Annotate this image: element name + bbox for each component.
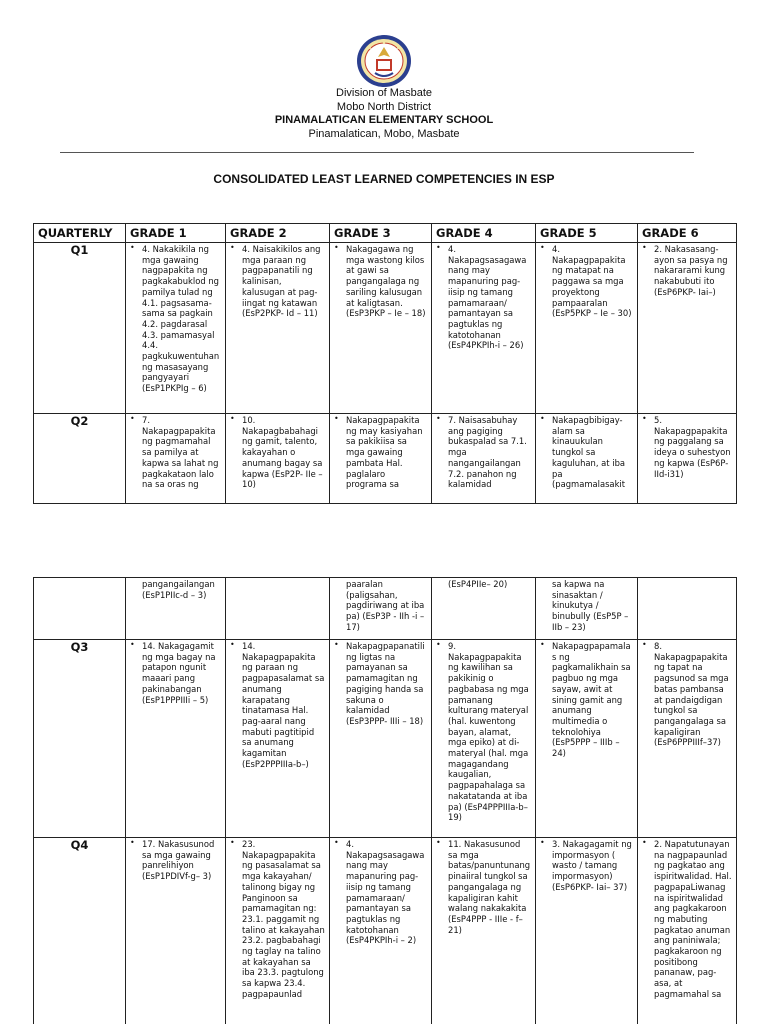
competency-cell: • 7. Nakapagpapakita ng pagmamahal sa pamilya at kapwa sa lahat ng pagkakataon lalo na sa oras ng [130,414,219,490]
quarter-label: Q1 [34,243,126,414]
competency-cell [226,578,329,639]
competency-cell: • 9. Nakapagpapakita ng kawilihan sa pakikinig o pagbabasa ng mga pamanang kulturang materyal (hal. kuwentong bayan, alamat, mga epiko) at di-materyal (hal. mga magagandang kaugalian, pagpapahalaga sa nakatatanda at iba pa) (EsP4PPPIIIa-b– 19) [436,640,529,823]
header-grade-3: GRADE 3 [330,224,432,243]
table-row-q4 [34,838,737,1024]
competency-cell: • Nakagagawa ng mga wastong kilos at gawi sa pangangalaga ng sariling kalusugan at kaligtasan. (EsP3PKP – Ie – 18) [334,243,426,319]
district-name: Mobo North District [336,101,432,113]
bullet-icon: • [642,414,647,423]
competency-cell: • Nakapagbibigay-alam sa kinauukulan tungkol sa kaguluhan, at iba pa (pagmamalasakit [540,414,626,490]
competency-cell: • 17. Nakasusunod sa mga gawaing panrelihiyon (EsP1PDIVf-g– 3) [130,838,215,882]
competency-cell: • 5. Nakapagpapakita ng paggalang sa ideya o suhestyon ng kapwa (EsP6P-IId-i31) [642,414,731,479]
quarter-label-empty [34,578,126,640]
division-name: Division of Masbate [336,87,432,99]
bullet-icon: • [334,838,339,847]
bullet-icon: • [436,243,441,252]
competency-cell: • 2. Nakasasang-ayon sa pasya ng nakararami kung nakabubuti ito (EsP6PKP- Iai–) [642,243,728,297]
bullet-icon: • [230,243,235,252]
table-row-q1 [34,243,737,414]
bullet-icon: • [334,243,339,252]
competency-cell: • Nakapagpapamalas ng pagkamalikhain sa pagbuo ng mga sayaw, awit at sining gamit ang anumang multimedia o teknolohiya (EsP5PPP – IIIb – 24) [540,640,631,759]
competency-cell: • 7. Naisasabuhay ang pagiging bukaspalad sa 7.1. mga nangangailangan 7.2. panahon ng kalamidad [436,414,527,490]
bullet-icon: • [334,640,339,649]
bullet-icon: • [130,640,135,649]
competencies-table-page1 [33,223,737,504]
quarter-label: Q3 [34,640,126,838]
competency-cell: • 2. Napatutunayan na nagpapaunlad ng pagkatao ang ispiritwalidad. Hal. pagpapaLiwanag na ispiritwalidad ang pagkakaroon ng mabuting pagkatao anuman ang paniniwala; pagkakaroon ng positibong pananaw, pag-asa, at pagmamahal sa [642,838,732,999]
competency-cell: • 14. Nakapagpapakita ng paraan ng pagpapasalamat sa anumang karapatang tinatamasa Hal. pag-aaral nang mabuti pagtitipid sa anumang kagamitan (EsP2PPPIIIa-b–) [230,640,325,769]
competencies-table-page2 [33,577,737,1024]
table-row-q2 [34,414,737,504]
bullet-icon: • [130,838,135,847]
bullet-icon: • [130,414,135,423]
bullet-icon: • [540,243,545,252]
header-divider [60,152,694,153]
quarter-label: Q2 [34,414,126,504]
competency-cell: • 4. Nakapagpapakita ng matapat na paggawa sa mga proyektong pampaaralan (EsP5PKP – Ie – 30) [540,243,632,319]
bullet-icon: • [642,243,647,252]
bullet-icon: • [436,838,441,847]
competency-cell: • 23. Nakapagpapakita ng pasasalamat sa mga kakayahan/ talinong bigay ng Panginoon sa pamamagitan ng: 23.1. paggamit ng talino at kakayahan 23.2. pagbabahagi ng taglay na talino at kakayahan sa iba 23.3. pagtulong sa kapwa 23.4. pagpapaunlad [230,838,325,999]
bullet-icon: • [230,640,235,649]
competency-cell: pangangailangan (EsP1PIIc-d – 3) [142,579,215,600]
header-grade-1: GRADE 1 [126,224,226,243]
school-name: PINAMALATICAN ELEMENTARY SCHOOL [274,114,494,126]
bullet-icon: • [540,640,545,649]
competency-cell [638,578,736,639]
competency-cell: (EsP4PIIe– 20) [448,579,508,589]
competency-cell: • 4. Nakakikila ng mga gawaing nagpapakita ng pagkakabuklod ng pamilya tulad ng 4.1. pagsasama-sama sa pagkain 4.2. pagdarasal 4.3. pamamasyal 4.4. pagkukuwentuhan ng masasayang pangyayari (EsP1PKPIg – 6) [130,243,220,394]
competency-cell: • 4. Nakapagsasagawa nang may mapanuring pag-iisip ng tamang pamamaraan/ pamantayan sa pagtuklas ng katotohanan (EsP4PKPIh-i – 26) [436,243,527,351]
bullet-icon: • [642,640,647,649]
bullet-icon: • [334,414,339,423]
table-row-q2-continued [34,578,737,640]
bullet-icon: • [540,838,545,847]
competency-cell: sa kapwa na sinasaktan / kinukutya / binubully (EsP5P – IIb – 23) [552,579,629,632]
bullet-icon: • [230,414,235,423]
document-title: CONSOLIDATED LEAST LEARNED COMPETENCIES IN ESP [213,172,555,186]
competency-cell: • 3. Nakagagamit ng impormasyon ( wasto / tamang impormasyon) (EsP6PKP- Iai– 37) [540,838,632,892]
bullet-icon: • [130,243,135,252]
bullet-icon: • [230,838,235,847]
quarter-label: Q4 [34,838,126,1024]
table-row-q3 [34,640,737,838]
competency-cell: • 14. Nakagagamit ng mga bagay na patapon ngunit maaari pang pakinabangan (EsP1PPPIIIi – 5) [130,640,216,705]
header-quarterly: QUARTERLY [34,224,126,243]
bullet-icon: • [642,838,647,847]
header-grade-5: GRADE 5 [536,224,638,243]
header-grade-2: GRADE 2 [226,224,330,243]
page2-region [0,577,768,1024]
deped-seal-logo [350,33,418,89]
competency-cell: • Nakapagpapakita ng may kasiyahan sa pakikiisa sa mga gawaing pambata Hal. paglalaro programa sa [334,414,423,490]
header-grade-4: GRADE 4 [432,224,536,243]
competency-cell: • 4. Naisakikilos ang mga paraan ng pagpapanatili ng kalinisan, kalusugan at pag-iingat ng katawan (EsP2PKP- Id – 11) [230,243,321,319]
table-header-row [34,224,737,243]
bullet-icon: • [436,640,441,649]
competency-cell: • 4. Nakapagsasagawa nang may mapanuring pag-iisip ng tamang pamamaraan/ pamantayan sa pagtuklas ng katotohanan (EsP4PKPIh-i – 2) [334,838,425,946]
competency-cell: • 8. Nakapagpapakita ng tapat na pagsunod sa mga batas pambansa at pandaigdigan tungkol sa pangangalaga sa kapaligiran (EsP6PPPIIIf–37) [642,640,729,748]
bullet-icon: • [540,414,545,423]
competency-cell: paaralan (paligsahan, pagdiriwang at iba pa) (EsP3P - IIh -i – 17) [346,579,425,632]
competency-cell: • 10. Nakapagbabahagi ng gamit, talento, kakayahan o anumang bagay sa kapwa (EsP2P- IIe – 10) [230,414,323,490]
header-grade-6: GRADE 6 [638,224,737,243]
competency-cell: • Nakapagpapanatili ng ligtas na pamayanan sa pamamagitan ng pagiging handa sa sakuna o kalamidad (EsP3PPP- IIIi – 18) [334,640,425,726]
school-address: Pinamalatican, Mobo, Masbate [308,128,460,140]
competency-cell: • 11. Nakasusunod sa mga batas/panuntunang pinaiiral tungkol sa pangangalaga ng kapaligiran kahit walang nakakakita (EsP4PPP - IIIe - f– 21) [436,838,531,935]
bullet-icon: • [436,414,441,423]
